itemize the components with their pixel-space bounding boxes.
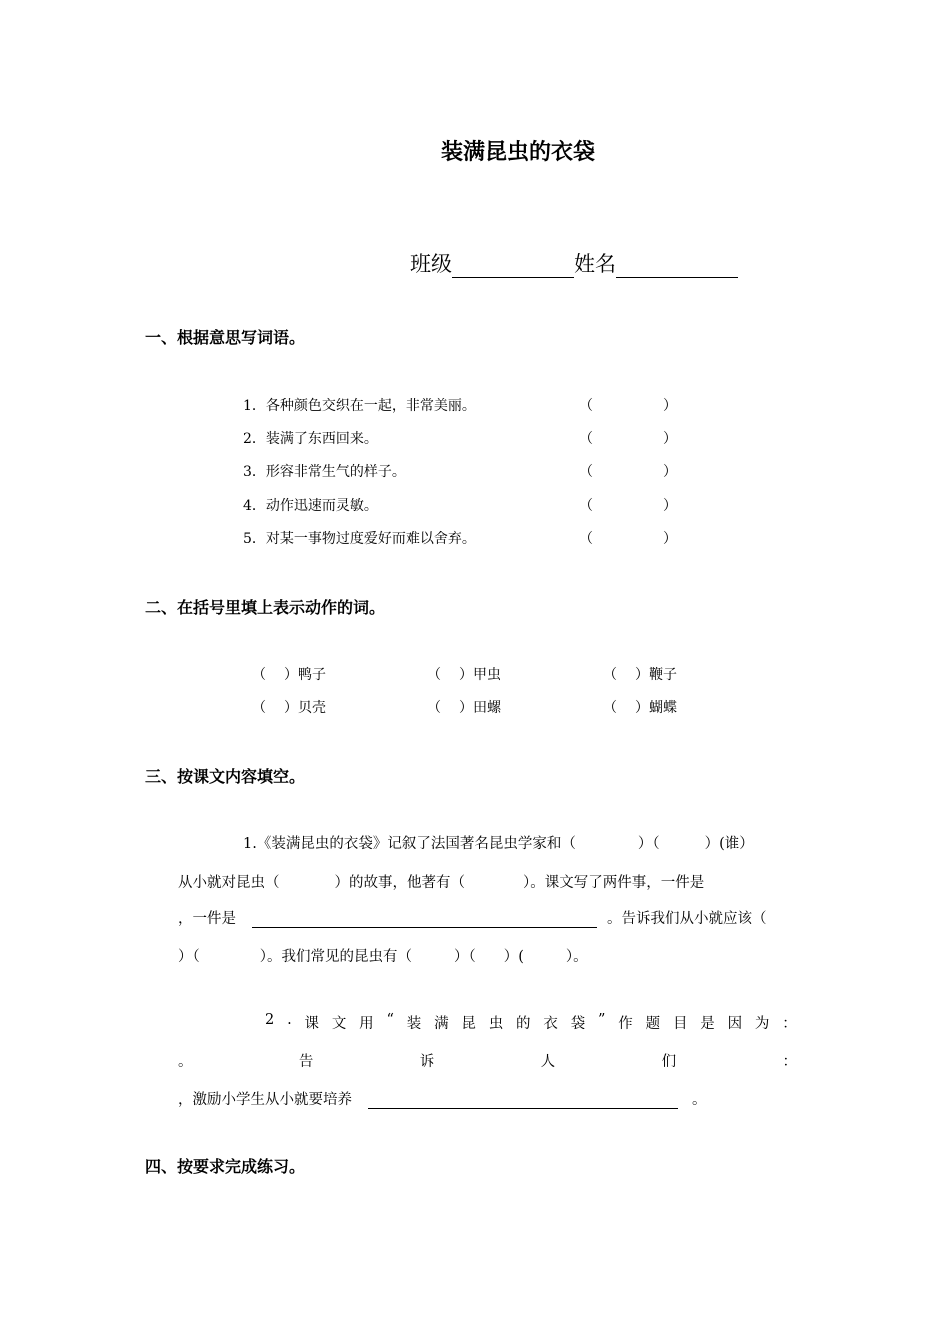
word: 鞭子 (649, 667, 677, 683)
s3-p2-line-3: ，激励小学生从小就要培养 。 (178, 1092, 707, 1108)
s3-p1-line-1: 1.《装满昆虫的衣袋》记叙了法国著名昆虫学家和（ ）（ ）(谁） (243, 836, 754, 852)
s1-item-4 (243, 495, 378, 515)
word: 贝壳 (298, 700, 326, 716)
s2-blank-1[interactable]: （ ）鸭子 (252, 667, 326, 683)
s1-answer-5[interactable]: （ ） (579, 531, 677, 547)
item-text: 装满了东西回来。 (265, 431, 378, 447)
s1-answer-3[interactable]: （ ） (579, 464, 677, 480)
item-number: 2． (243, 431, 266, 447)
s3-p2-line-1: 2 . 课 文 用 “ 装 满 昆 虫 的 衣 袋 ” 作 题 目 是 因 为 ： (265, 1012, 797, 1032)
s2-blank-6[interactable]: （ ）蝴蝶 (603, 700, 677, 716)
item-number: 3． (243, 464, 266, 480)
item-number: 4． (243, 498, 266, 514)
s3-p1-line-3: ，一件是 。告诉我们从小就应该（ (178, 911, 767, 927)
s3-p1-line-4: ）（ ）。我们常见的昆虫有（ ）（ ）( ）。 (178, 949, 588, 965)
s2-blank-4[interactable]: （ ）贝壳 (252, 700, 326, 716)
item-text: 对某一事物过度爱好而难以舍弃。 (265, 531, 476, 547)
section-2-heading: 二、在括号里填上表示动作的词。 (145, 598, 386, 617)
class-field[interactable] (452, 255, 574, 278)
class-label: 班级 (410, 252, 452, 276)
word: 甲虫 (473, 667, 501, 683)
s1-answer-1[interactable]: （ ） (579, 398, 677, 414)
name-field[interactable] (616, 255, 738, 278)
word: 田螺 (473, 700, 501, 716)
s1-answer-4[interactable]: （ ） (579, 498, 677, 514)
item-number: 5． (243, 531, 266, 547)
item-text: 动作迅速而灵敏。 (265, 498, 378, 514)
section-4-heading: 四、按要求完成练习。 (145, 1157, 306, 1176)
s1-item-3 (243, 461, 406, 481)
student-info (410, 248, 738, 278)
word: 鸭子 (298, 667, 326, 683)
name-label: 姓名 (574, 252, 616, 276)
s2-blank-5[interactable]: （ ）田螺 (427, 700, 501, 716)
s1-item-2 (243, 428, 378, 448)
item-text: 形容非常生气的样子。 (265, 464, 406, 480)
page-title: 装满昆虫的衣袋 (440, 139, 595, 165)
item-text: 各种颜色交织在一起，非常美丽。 (265, 398, 476, 414)
s2-blank-3[interactable]: （ ）鞭子 (603, 667, 677, 683)
underline-blank[interactable] (252, 911, 597, 928)
s3-p1-line-2: 从小就对昆虫（ ）的故事，他著有（ ）。课文写了两件事，一件是 (178, 875, 705, 891)
s3-p2-line-2: 。 告 诉 人 们 ： (178, 1054, 797, 1070)
s2-blank-2[interactable]: （ ）甲虫 (427, 667, 501, 683)
section-1-heading: 一、根据意思写词语。 (145, 328, 306, 347)
underline-blank[interactable] (368, 1092, 678, 1109)
section-3-heading: 三、按课文内容填空。 (145, 767, 306, 786)
item-number: 1． (243, 398, 266, 414)
s1-answer-2[interactable]: （ ） (579, 431, 677, 447)
word: 蝴蝶 (649, 700, 677, 716)
s1-item-5 (243, 528, 476, 548)
s1-item-1 (243, 395, 476, 415)
